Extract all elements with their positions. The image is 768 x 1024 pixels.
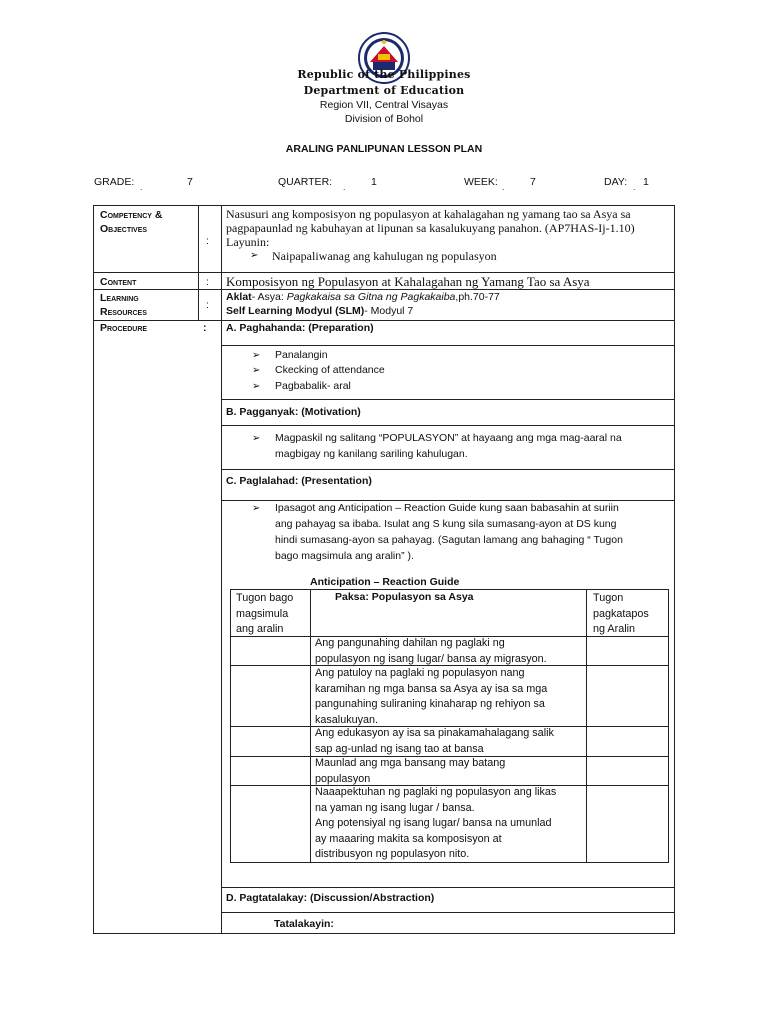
learning-label: Learning — [100, 292, 139, 304]
division-line: Division of Bohol — [344, 113, 424, 125]
grade-label: GRADE: — [94, 176, 135, 188]
arrow-bullet-icon: ➢ — [252, 350, 261, 361]
content-colon: : — [206, 276, 209, 288]
republic-header: Republic of the Philippines — [297, 68, 471, 81]
slm-rest: - Modyul 7 — [364, 305, 414, 317]
quarter-value: 1 — [371, 176, 377, 188]
c-line-1: Ipasagot ang Anticipation – Reaction Guide kung saan babasahin at suriin — [275, 502, 619, 514]
guide-title: Anticipation – Reaction Guide — [310, 576, 460, 588]
competency-colon: : — [206, 235, 209, 247]
guide-row-4: Maunlad ang mga bansang may batang populasyon — [315, 757, 506, 785]
aklat-line — [226, 291, 500, 303]
slm-label: Self Learning Modyul (SLM) — [226, 305, 365, 317]
quarter-label: QUARTER: — [278, 176, 333, 188]
department-header: Department of Education — [303, 84, 465, 97]
aklat-pages: ,ph.70-77 — [455, 291, 500, 303]
guide-row-1: Ang pangunahing dahilan ng paglaki ng populasyon ng isang lugar/ bansa ay migrasyon. — [315, 637, 547, 665]
week-value: 7 — [530, 176, 536, 188]
c-line-4: bago magsimula ang aralin” ). — [275, 550, 414, 562]
aklat-label: Aklat — [226, 291, 252, 303]
objectives-label: Objectives — [100, 223, 148, 235]
arrow-bullet-icon: ➢ — [252, 365, 261, 376]
day-label: DAY: — [604, 176, 628, 188]
day-value: 1 — [643, 176, 649, 188]
guide-col1-header: Tugon bago magsimula ang aralin — [236, 592, 294, 635]
arrow-bullet-icon: ➢ — [252, 381, 261, 392]
guide-row-2: Ang patuloy na paglaki ng populasyon nang karamihan ng mga bansa sa Asya ay isa sa mga pangunahing suliraning kinaharap ng rehiyon sa kasalukuyan. — [315, 667, 548, 726]
resources-colon: : — [206, 299, 209, 311]
section-d-sub: Tatalakayin: — [274, 918, 334, 930]
guide-col3-header: Tugon pagkatapos ng Aralin — [593, 592, 649, 635]
a-item-3: Pagbabalik- aral — [275, 380, 351, 392]
b-line-2: magbigay ng kanilang sariling kahulugan. — [275, 448, 468, 460]
procedure-label: Procedure — [100, 322, 148, 334]
guide-row-3: Ang edukasyon ay isa sa pinakamahalagang salik sap ag-unlad ng isang tao at bansa — [315, 727, 554, 755]
arrow-bullet-icon: ➢ — [250, 250, 259, 261]
section-c-heading: C. Paglalahad: (Presentation) — [226, 475, 372, 487]
guide-col2-header: Paksa: Populasyon sa Asya — [335, 591, 474, 603]
arrow-bullet-icon: ➢ — [252, 503, 261, 514]
c-line-2: ang pahayag sa ibaba. Isulat ang S kung sila sumasang-ayon at DS kung — [275, 518, 617, 530]
aklat-rest: - Asya: — [251, 291, 287, 303]
content-label: Content — [100, 276, 137, 288]
section-b-heading: B. Pagganyak: (Motivation) — [226, 406, 361, 418]
region-line: Region VII, Central Visayas — [319, 99, 449, 111]
objective-text: Naipapaliwanag ang kahulugan ng populasyon — [272, 249, 497, 263]
competency-line-2: pagpapaunlad ng kabuhayan at lipunan sa kasalukuyang panahon. (AP7HAS-Ij-1.10) — [226, 221, 635, 235]
competency-label: Competency & — [100, 209, 163, 221]
slm-line — [226, 305, 413, 317]
competency-line-1: Nasusuri ang komposisyon ng populasyon at kahalagahan ng yamang tao sa Asya sa — [226, 207, 631, 221]
layunin-label: Layunin: — [226, 235, 270, 249]
content-text: Komposisyon ng Populasyon at Kahalagahan ng Yamang Tao sa Asya — [226, 274, 590, 289]
guide-row-5: Naaapektuhan ng paglaki ng populasyon ang likas na yaman ng isang lugar / bansa. Ang potensiyal ng isang lugar/ bansa na umunlad ay maaaring makita sa komposisyon at distribusyon ng populasyon nito. — [315, 786, 557, 860]
b-line-1: Magpaskil ng salitang “POPULASYON” at hayaang ang mga mag-aaral na — [275, 432, 622, 444]
week-label: WEEK: — [464, 176, 498, 188]
a-item-1: Panalangin — [275, 349, 328, 361]
a-item-2: Ckecking of attendance — [275, 364, 385, 376]
resources-label: Resources — [100, 306, 147, 318]
procedure-colon: : — [203, 322, 207, 334]
c-line-3: hindi sumasang-ayon sa pahayag. (Sagutan lamang ang bahaging “ Tugon — [275, 534, 623, 546]
arrow-bullet-icon: ➢ — [252, 433, 261, 444]
aklat-title: Pagkakaisa sa Gitna ng Pagkakaiba — [286, 291, 456, 303]
section-a-heading: A. Paghahanda: (Preparation) — [226, 322, 374, 334]
grade-value: 7 — [187, 176, 193, 188]
section-d-heading: D. Pagtatalakay: (Discussion/Abstraction) — [226, 892, 435, 904]
plan-title: ARALING PANLIPUNAN LESSON PLAN — [285, 143, 483, 155]
